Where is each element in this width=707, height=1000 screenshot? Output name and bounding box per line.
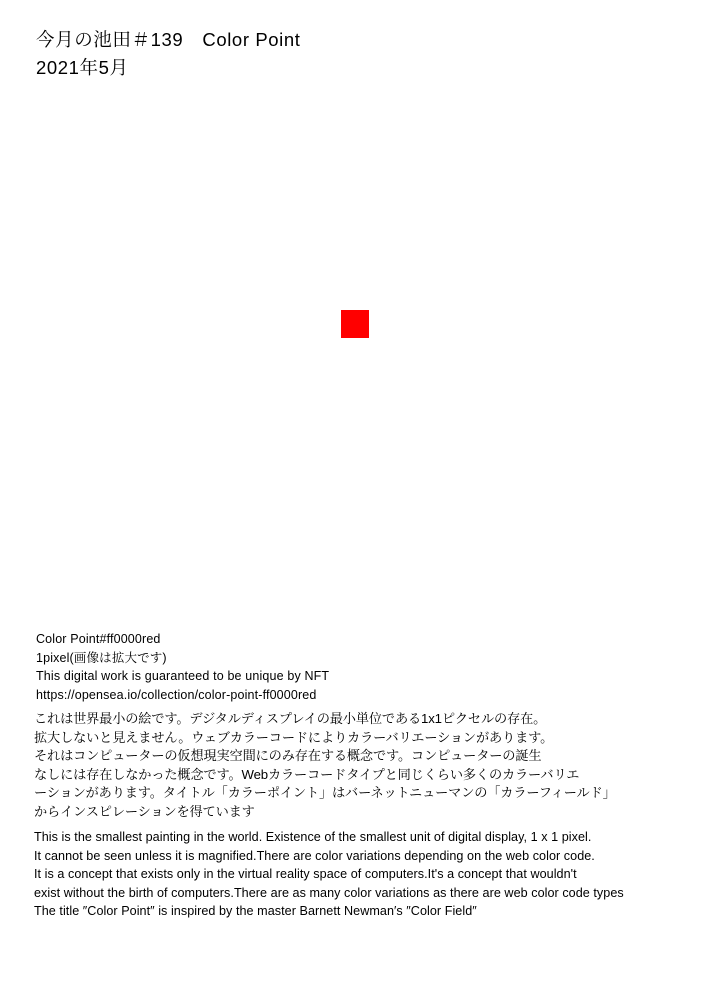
caption-title: Color Point#ff0000red (36, 632, 161, 646)
caption-nft-note: This digital work is guaranteed to be unique by NFT (36, 669, 330, 683)
japanese-description (34, 710, 694, 822)
english-line: This is the smallest painting in the world. Existence of the smallest unit of digital display, 1 x 1 pixel. (34, 830, 592, 844)
caption-opensea-link[interactable]: https://opensea.io/collection/color-point-ff0000red (36, 687, 317, 702)
english-line: It is a concept that exists only in the virtual reality space of computers.It's a concept that wouldn't (34, 867, 577, 882)
caption-block (36, 630, 676, 704)
color-point-pixel (341, 310, 369, 338)
english-description (34, 828, 694, 921)
japanese-line: これは世界最小の絵です。デジタルディスプレイの最小単位である1x1ピクセルの存在。 (34, 711, 547, 726)
japanese-line: 拡大しないと見えません。ウェブカラーコードによりカラーバリエーションがあります。 (34, 729, 554, 745)
japanese-line: ーションがあります。タイトル「カラーポイント」はバーネットニューマンの「カラーフィールド」 (34, 785, 616, 801)
caption-size: 1pixel(画像は拡大です) (36, 650, 167, 665)
japanese-line: なしには存在しなかった概念です。Webカラーコードタイプと同じくらい多くのカラーバリエ (34, 766, 580, 782)
page-header (36, 26, 676, 82)
japanese-line: からインスピレーションを得ています (34, 803, 255, 819)
english-line: exist without the birth of computers.There are as many color variations as there are web color code types (34, 885, 624, 900)
english-line: The title ″Color Point″ is inspired by the master Barnett Newman′s ″Color Field″ (34, 904, 477, 919)
english-line: It cannot be seen unless it is magnified.There are color variations depending on the web color code. (34, 848, 595, 863)
page-date: 2021年5月 (36, 57, 129, 78)
artwork-area (0, 120, 707, 600)
japanese-line: それはコンピューターの仮想現実空間にのみ存在する概念です。コンピューターの誕生 (34, 748, 542, 764)
page-title: 今月の池田＃139 Color Point (36, 29, 301, 50)
